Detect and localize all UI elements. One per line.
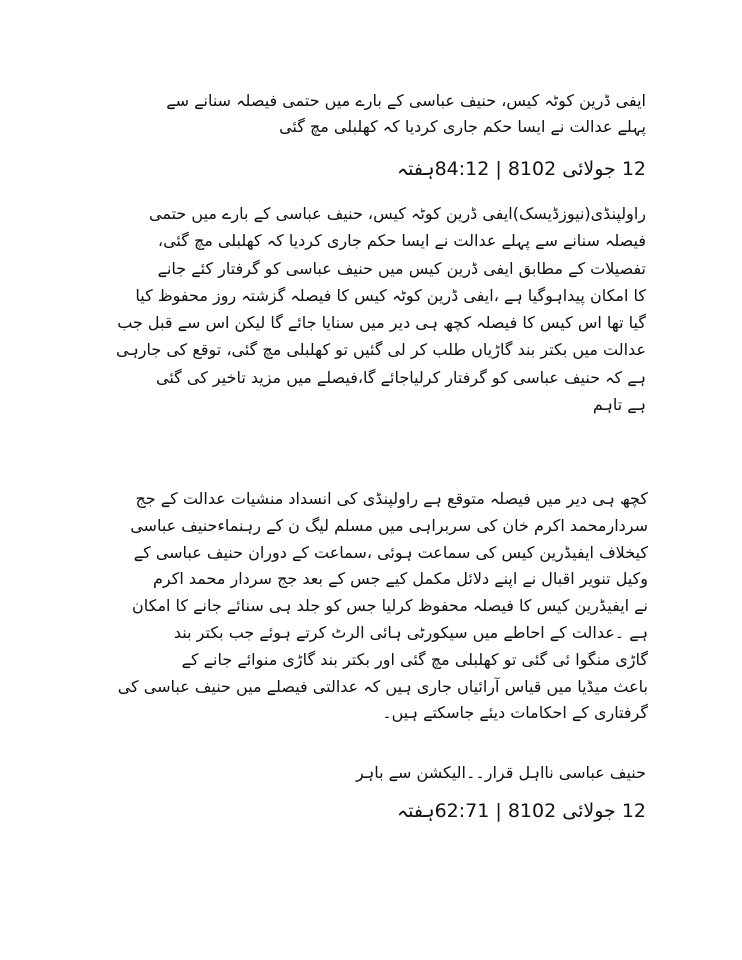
paragraph-line: راولپنڈی(نیوزڈیسک)ایفی ڈرین کوٹہ کیس، حنیف عباسی کے بارے میں حتمی (149, 204, 646, 223)
headline-line: ایفی ڈرین کوٹہ کیس، حنیف عباسی کے بارے میں حتمی فیصلہ سنانے سے (166, 91, 646, 110)
paragraph-line: گرفتاری کے احکامات دیئے جاسکتے ہیں۔ (382, 703, 648, 723)
headline-line: پہلے عدالت نے ایسا حکم جاری کردیا کہ کھلبلی مچ گئی (279, 117, 646, 136)
paragraph-line: فیصلہ سنانے سے پہلے عدالت نے ایسا حکم جاری کردیا کہ کھلبلی مچ گئی، (157, 231, 646, 251)
paragraph-line: تفصیلات کے مطابق ایفی ڈرین کیس میں حنیف عباسی کو گرفتار کئے جانے (157, 258, 646, 278)
paragraph-line: باعث میڈیا میں قیاس آرائیاں جاری ہیں کہ عدالتی فیصلے میں حنیف عباسی کی (117, 676, 648, 696)
paragraph-line: عدالت میں بکتر بند گاڑیاں طلب کر لی گئیں تو کھلبلی مچ گئی، توقع کی جارہی (116, 340, 646, 360)
related-headline-text: حنیف عباسی نااہل قرار۔۔الیکشن سے باہر (356, 763, 646, 782)
paragraph-line: ہے کہ حنیف عباسی کو گرفتار کرلیاجائے گا،فیصلے میں مزید تاخیر کی گئی (155, 367, 646, 387)
related-headline (356, 762, 646, 784)
article-paragraph-2 (68, 486, 648, 727)
paragraph-line: نے ایفیڈرین کیس کا فیصلہ محفوظ کرلیا جس کو جلد ہی سنائے جانے کا امکان (131, 596, 648, 616)
paragraph-line: گیا تھا اس کیس کا فیصلہ کچھ ہی دیر میں سنایا جائے گا لیکن اس سے قبل جب (117, 313, 646, 333)
paragraph-line: کچھ ہی دیر میں فیصلہ متوقع ہے راولپنڈی کی انسداد منشیات عدالت کے جج (135, 489, 648, 508)
article-paragraph-1 (66, 200, 646, 418)
article-dateline: 12 جولائی 8102 | 84:12ہفتہ (396, 158, 646, 180)
paragraph-line: ہے تاہم (592, 395, 646, 415)
paragraph-line: گاڑی منگوا ئی گئی تو کھلبلی مچ گئی اور بکتر بند گاڑی منوائے جانے کے (181, 649, 648, 669)
paragraph-line: سردارمحمد اکرم خان کی سربراہی میں مسلم لیگ ن کے رہنماءحنیف عباسی (130, 515, 648, 535)
paragraph-line: ہے ۔عدالت کے احاطے میں سیکورٹی ہائی الرٹ کرتے ہوئے جب بکتر بند (173, 622, 648, 642)
paragraph-line: کیخلاف ایفیڈرین کیس کی سماعت ہوئی ،سماعت کے دوران حنیف عباسی کے (133, 542, 648, 562)
related-dateline: 12 جولائی 8102 | 62:71ہفتہ (396, 800, 646, 822)
paragraph-line: کا امکان پیداہوگیا ہے ،ایفی ڈرین کوٹہ کیس کا فیصلہ گزشتہ روز محفوظ کیا (135, 285, 646, 305)
paragraph-line: وکیل تنویر اقبال نے اپنے دلائل مکمل کیے جس کے بعد جج سردار محمد اکرم (152, 569, 648, 589)
article-headline (86, 88, 646, 140)
